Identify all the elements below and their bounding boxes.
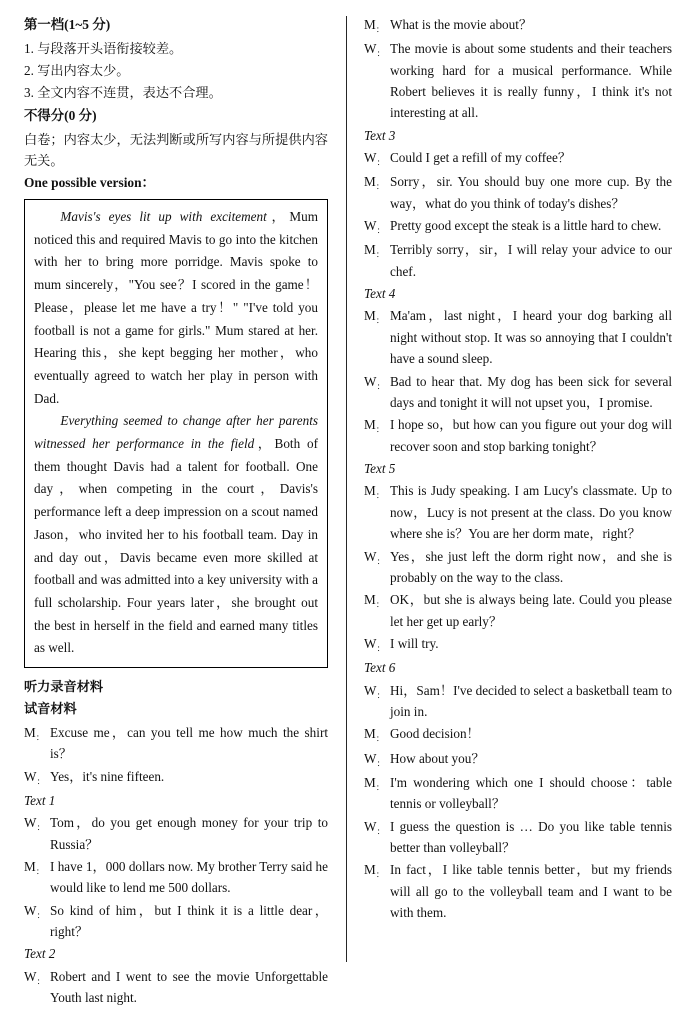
speaker-label: $M_:$ bbox=[364, 242, 385, 260]
speaker-label: $M_:$ bbox=[364, 592, 385, 610]
utterance-text: The movie is about some students and their teachers working hard for a musical performance. While Robert believes it is really funny，I think it's not interesting at all. bbox=[390, 41, 672, 121]
utterance-text: Terribly sorry，sir，I will relay your advice to our chef. bbox=[390, 242, 672, 279]
speaker-label: $M_:$ bbox=[364, 174, 385, 192]
dialogue-line bbox=[24, 900, 328, 943]
dialogue-line bbox=[24, 766, 328, 789]
utterance-text: I have 1，000 dollars now. My brother Terry said he would like to lend me 500 dollars. bbox=[50, 858, 328, 896]
grade-point-3: 3. 全文内容不连贯，表达不合理。 bbox=[24, 85, 222, 101]
dialogue-line bbox=[364, 680, 672, 723]
utterance-text: Bad to hear that. My dog has been sick for several days and tonight it will not upset you，I promise. bbox=[390, 373, 672, 410]
dialogue-line bbox=[364, 38, 672, 124]
speaker-label: $W_:$ bbox=[364, 218, 386, 236]
right-column bbox=[346, 14, 676, 964]
utterance-text: So kind of him，but I think it is a little dear，right？ bbox=[50, 902, 328, 940]
utterance-text: I'm wondering which one I should choose：table tennis or volleyball？ bbox=[390, 774, 672, 812]
utterance-text: I will try. bbox=[390, 636, 439, 652]
dialogue-line bbox=[364, 859, 672, 923]
text-section-label: Text 4 bbox=[364, 286, 396, 302]
dialogue-line bbox=[364, 215, 672, 238]
speaker-label: $W_:$ bbox=[364, 750, 386, 769]
speaker-label: $M_:$ bbox=[364, 308, 385, 327]
utterance-text: What is the movie about？ bbox=[390, 17, 533, 32]
utterance-text: Yes，it's nine fifteen. bbox=[50, 768, 165, 784]
speaker-label: $W_:$ bbox=[24, 768, 46, 787]
speaker-label: $M_:$ bbox=[24, 724, 45, 743]
speaker-label: $W_:$ bbox=[364, 682, 386, 701]
dialogue-line bbox=[364, 239, 672, 282]
dialogue-line bbox=[364, 633, 672, 656]
utterance-text: Hi，Sam！I've decided to select a basketball team to join in. bbox=[390, 682, 672, 719]
utterance-text: OK，but she is always being late. Could you please let her get up early？ bbox=[390, 592, 672, 629]
speaker-label: $W_:$ bbox=[364, 548, 386, 567]
column-divider bbox=[346, 16, 347, 962]
text-section-label: Text 6 bbox=[364, 660, 396, 676]
utterance-text: Ma'am，last night，I heard your dog barking all night without stop. It was so annoying that I couldn't have a sound sleep. bbox=[390, 308, 672, 367]
speaker-label: $M_:$ bbox=[364, 483, 385, 502]
text-section-label: Text 5 bbox=[364, 461, 396, 477]
speaker-label: $W_:$ bbox=[24, 902, 46, 921]
speaker-label: $M_:$ bbox=[364, 862, 385, 880]
text-section-label: Text 1 bbox=[24, 792, 56, 808]
dialogue-line bbox=[364, 772, 672, 815]
grade-heading: 第一档(1~5 分) bbox=[24, 17, 111, 32]
text-section-label: Text 3 bbox=[364, 127, 396, 143]
essay-para1-lead: Mavis's eyes lit up with excitement bbox=[60, 208, 267, 224]
utterance-text: This is Judy speaking. I am Lucy's classmate. Up to now，Lucy is not present at the class. Do you know where she is？You are her dorm mate，right？ bbox=[390, 483, 672, 542]
dialogue-line bbox=[364, 305, 672, 369]
essay-paragraph-2 bbox=[34, 410, 318, 660]
dialogue-line bbox=[364, 414, 672, 457]
zero-score-heading: 不得分(0 分) bbox=[24, 107, 97, 123]
dialogue-line bbox=[364, 147, 672, 170]
speaker-label: $W_:$ bbox=[24, 815, 46, 833]
speaker-label: $M_:$ bbox=[24, 858, 45, 877]
utterance-text: Pretty good except the steak is a little hard to chew. bbox=[390, 218, 662, 234]
dialogue-line bbox=[364, 748, 672, 771]
speaker-label: $M_:$ bbox=[364, 774, 385, 793]
utterance-text: Yes，she just left the dorm right now，and she is probably on the way to the class. bbox=[390, 548, 672, 585]
dialogue-line bbox=[24, 812, 328, 855]
dialogue-line bbox=[24, 722, 328, 765]
listening-sound-test-heading: 试音材料 bbox=[24, 701, 77, 717]
utterance-text: I hope so，but how can you figure out your dog will recover soon and stop barking tonight？ bbox=[390, 417, 672, 454]
dialogue-line bbox=[364, 816, 672, 859]
speaker-label: $W_:$ bbox=[364, 41, 386, 59]
utterance-text: Excuse me，can you tell me how much the shirt is？ bbox=[50, 724, 328, 762]
utterance-text: Robert and I went to see the movie Unforgettable Youth last night. bbox=[50, 968, 328, 1006]
speaker-label: $W_:$ bbox=[364, 373, 386, 392]
essay-para2-rest: ，Both of them thought Davis had a talent for football. One day，when competing in the court，Davis's performance left a deep impression on a scout named Jason，who invited her to his football team. Day in and day out，Davis became even more skilled at football and was admitted into a key university with a full scholarship. Four years later，she brought out the best in herself in the field and earned many titles as well. bbox=[34, 436, 318, 656]
utterance-text: Good decision！ bbox=[390, 726, 480, 742]
speaker-label: $W_:$ bbox=[364, 636, 386, 654]
dialogue-line bbox=[24, 966, 328, 1009]
dialogue-line bbox=[364, 171, 672, 214]
utterance-text: I guess the question is … Do you like table tennis better than volleyball？ bbox=[390, 818, 672, 855]
speaker-label: $W_:$ bbox=[364, 818, 386, 837]
grade-point-1: 1. 与段落开头语衔接较差。 bbox=[24, 40, 183, 56]
essay-para2-lead: Everything seemed to change after her parents witnessed her performance in the field bbox=[34, 413, 318, 452]
speaker-label: $W_:$ bbox=[364, 150, 386, 168]
speaker-label: $M_:$ bbox=[364, 17, 385, 35]
essay-paragraph-1 bbox=[34, 206, 318, 410]
speaker-label: $M_:$ bbox=[364, 726, 385, 745]
left-column bbox=[16, 14, 346, 1006]
listening-script-heading: 听力录音材料 bbox=[24, 679, 104, 695]
dialogue-line bbox=[364, 371, 672, 414]
speaker-label: $W_:$ bbox=[24, 968, 46, 987]
dialogue-line bbox=[364, 589, 672, 632]
speaker-label: $M_:$ bbox=[364, 417, 385, 435]
possible-version-heading: One possible version： bbox=[24, 175, 155, 191]
utterance-text: Could I get a refill of my coffee？ bbox=[390, 150, 572, 166]
dialogue-line bbox=[364, 723, 672, 746]
dialogue-line bbox=[364, 546, 672, 589]
dialogue-line bbox=[364, 14, 672, 37]
grade-point-2: 2. 写出内容太少。 bbox=[24, 63, 130, 79]
essay-box bbox=[24, 199, 328, 668]
text-section-label: Text 2 bbox=[24, 946, 56, 962]
dialogue-line bbox=[364, 480, 672, 544]
utterance-text: How about you？ bbox=[390, 750, 485, 766]
dialogue-line bbox=[24, 856, 328, 899]
utterance-text: Sorry，sir. You should buy one more cup. By the way，what do you think of today's dishes？ bbox=[390, 174, 672, 211]
essay-para1-rest: ，Mum noticed this and required Mavis to go into the kitchen with her to bring more porridge. Mavis spoke to mum sincerely，"You see？I scored in the game！Please，please let me have a try！" "I've told you football is not a game for girls." Mum stared at her. Hearing this，she kept begging her mother，who eventually agreed to watch her play in person with Dad. bbox=[34, 208, 319, 406]
zero-score-text: 白卷；内容太少，无法判断或所写内容与所提供内容无关。 bbox=[24, 131, 328, 168]
utterance-text: Tom，do you get enough money for your trip to Russia？ bbox=[50, 815, 328, 852]
utterance-text: In fact，I like table tennis better，but my friends will all go to the volleyball team and I want to be with them. bbox=[390, 862, 672, 921]
